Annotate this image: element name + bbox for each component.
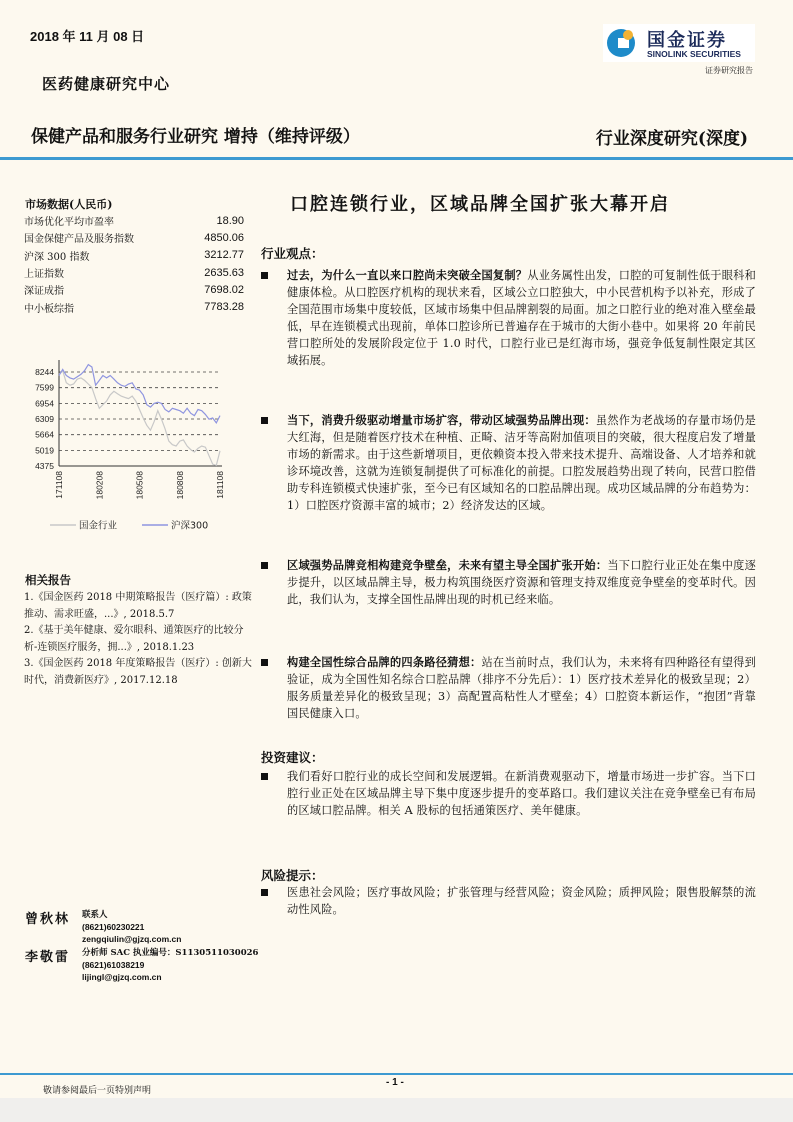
- analyst-info: [82, 909, 181, 945]
- risk-heading: 风险提示：: [261, 868, 324, 883]
- market-data-title: 市场数据(人民币): [25, 198, 113, 211]
- analyst-phone: (8621)60230221: [82, 922, 145, 932]
- page-number: - 1 -: [386, 1077, 404, 1088]
- market-data-value: 7698.02: [204, 283, 244, 296]
- report-headline: 保健产品和服务行业研究 增持（维持评级）: [31, 127, 360, 147]
- investment-bullet: [261, 768, 756, 819]
- analyst-email[interactable]: zengqiulin@gjzq.com.cn: [82, 934, 182, 944]
- analyst-email[interactable]: lijingl@gjzq.com.cn: [82, 972, 162, 982]
- bullet-text: 虽然作为老战场的存量市场仍是大红海，但是随着医疗技术在种植、正畸、洁牙等高附加值项目的突破，很大程度启发了增量市场的新需求。由于这些新增项目，更依赖资本投入带来技术提升、高端设备、人才培养和就诊环境改善，这就为连锁复制提供了可标准化的前提。口腔发展趋势出现了转向，民营口腔借助专科连锁模式快速扩张，至今已有区域知名的口腔品牌出现。成功区域品牌的分布趋势为：1）口腔医疗资源丰富的城市；2）经济发达的区域。: [287, 414, 756, 512]
- series-line: [59, 371, 220, 466]
- risk-text: 医患社会风险；医疗事故风险；扩张管理与经营风险；资金风险；质押风险；限售股解禁的流动性风险。: [287, 886, 756, 916]
- bullet-square-icon: [261, 562, 268, 569]
- logo-subtitle: 证券研究报告: [705, 66, 753, 75]
- bullet-lead: 过去，为什么一直以来口腔尚未突破全国复制？: [287, 268, 528, 282]
- market-data-row: [24, 247, 244, 264]
- analyst-role: 分析师 SAC 执业编号：S1130511030026: [82, 948, 259, 958]
- legend-label: 沪深300: [171, 520, 209, 532]
- market-data-table: [24, 212, 244, 316]
- market-data-label: 中小板综指: [24, 303, 74, 315]
- market-data-row: [24, 264, 244, 281]
- related-report-item[interactable]: 1.《国金医药 2018 中期策略报告（医疗篇）: 政策推动、需求旺盛，...》, 2018.5.7: [24, 592, 252, 620]
- investment-heading: 投资建议：: [261, 750, 324, 765]
- legend-label: 国金行业: [79, 520, 118, 532]
- performance-line-chart: [20, 350, 235, 540]
- header-divider: [0, 157, 793, 160]
- market-data-label: 国金保健产品及服务指数: [24, 234, 134, 246]
- research-center: 医药健康研究中心: [42, 75, 171, 93]
- x-tick-label: 180808: [174, 471, 185, 500]
- x-tick-label: 171108: [54, 471, 64, 499]
- investment-text: 我们看好口腔行业的成长空间和发展逻辑。在新消费观驱动下，增量市场进一步扩容。当下口腔行业正处在区域品牌主导下集中度逐步提升的变革路口。我们建议关注在竞争壁垒已有布局的区域口腔品牌。相关 A 股标的包括通策医疗、美年健康。: [287, 770, 756, 817]
- industry-view-bullet: [261, 557, 756, 608]
- y-tick-label: 6309: [35, 414, 54, 425]
- industry-view-bullet: [261, 267, 756, 369]
- industry-view-bullet: [261, 412, 756, 514]
- industry-view-bullet: [261, 654, 756, 722]
- market-data-value: 18.90: [216, 214, 244, 227]
- series-line: [59, 365, 220, 423]
- report-type: 行业深度研究(深度): [595, 129, 748, 149]
- analyst-phone: (8621)61038219: [82, 960, 145, 970]
- company-logo: [603, 24, 755, 62]
- bullet-text: 当下口腔行业正处在集中度逐步提升，以区域品牌主导，极力构筑围绕医疗资源和管理支持双维度竞争壁垒的变革时代。因此，我们认为，支撑全国性品牌出现的时机已经来临。: [287, 559, 756, 606]
- related-reports-list: [24, 590, 256, 689]
- bullet-text: 站在当前时点，我们认为，未来将有四种路径有望得到验证，成为全国性知名综合口腔品牌（排序不分先后）：1）医疗技术差异化的极致呈现；2）服务质量差异化的极致呈现；3）高配置高粘性人才壁垒；4）口腔资本新运作，“抱团”背靠国民健康入口。: [287, 656, 756, 720]
- main-title: 口腔连锁行业，区域品牌全国扩张大幕开启: [290, 194, 670, 215]
- y-tick-label: 5664: [35, 429, 54, 440]
- market-data-row: [24, 281, 244, 298]
- market-data-label: 市场优化平均市盈率: [24, 217, 114, 229]
- industry-view-heading: 行业观点：: [261, 246, 324, 261]
- related-report-item[interactable]: 3.《国金医药 2018 年度策略报告（医疗）: 创新大时代，消费新医疗》, 2017.12.18: [24, 658, 252, 686]
- market-data-row: [24, 229, 244, 246]
- y-tick-label: 6954: [35, 398, 54, 409]
- sinolink-logo-icon: [606, 28, 636, 58]
- market-data-value: 2635.63: [204, 266, 244, 279]
- y-tick-label: 8244: [35, 367, 54, 377]
- market-data-label: 沪深 300 指数: [24, 251, 90, 263]
- related-reports-title: 相关报告: [25, 573, 71, 587]
- x-tick-label: 180208: [94, 471, 105, 500]
- analyst-role: 联系人: [82, 910, 108, 920]
- market-data-value: 4850.06: [204, 231, 244, 244]
- bullet-square-icon: [261, 773, 268, 780]
- footer-divider: [0, 1073, 793, 1075]
- y-tick-label: 4375: [35, 461, 54, 471]
- logo-text-cn: 国金证券: [647, 30, 727, 51]
- x-tick-label: 180508: [134, 471, 145, 500]
- x-tick-label: 181108: [215, 471, 225, 499]
- analyst-name: 李敬雷: [25, 950, 71, 965]
- bullet-text: 从业务属性出发，口腔的可复制性低于眼科和健康体检。从口腔医疗机构的现状来看，区域公立口腔独大，中小民营机构予以补充，形成了全国范围市场集中度较低，区域市场集中但品牌割裂的局面。加之口腔行业的绝对准入壁垒最低，早在连锁模式出现前，单体口腔诊所已普遍存在于城市的大街小巷中。如果将 20 年前民营口腔所处的发展阶段定位于 1.0 时代，口腔行业已是红海市场，强竞争低复制性限定其区域拓展。: [287, 269, 756, 367]
- related-report-item[interactable]: 2.《基于美年健康、爱尔眼科、通策医疗的比较分析-连锁医疗服务，拥...》, 2018.1.23: [24, 625, 244, 653]
- analyst-name: 曾秋林: [25, 912, 71, 927]
- report-date: 2018 年 11 月 08 日: [30, 29, 145, 44]
- bullet-lead: 构建全国性综合品牌的四条路径猜想：: [287, 655, 482, 669]
- y-tick-label: 7599: [35, 382, 54, 393]
- market-data-value: 3212.77: [204, 249, 244, 262]
- bullet-square-icon: [261, 659, 268, 666]
- bullet-lead: 区域强势品牌竞相构建竞争壁垒，未来有望主导全国扩张开始：: [287, 558, 608, 572]
- bullet-lead: 当下，消费升级驱动增量市场扩容，带动区域强势品牌出现：: [287, 413, 596, 427]
- analyst-info: [82, 947, 258, 983]
- bullet-square-icon: [261, 272, 268, 279]
- market-data-row: [24, 298, 244, 315]
- market-data-row: [24, 212, 244, 229]
- market-data-label: 上证指数: [24, 269, 64, 281]
- bullet-square-icon: [261, 889, 268, 896]
- risk-bullet: [261, 884, 756, 918]
- disclaimer-text: 敬请参阅最后一页特别声明: [43, 1086, 152, 1096]
- bullet-square-icon: [261, 417, 268, 424]
- market-data-label: 深证成指: [24, 286, 64, 298]
- logo-text-en: SINOLINK SECURITIES: [647, 49, 741, 59]
- market-data-value: 7783.28: [204, 301, 244, 314]
- y-tick-label: 5019: [35, 445, 54, 456]
